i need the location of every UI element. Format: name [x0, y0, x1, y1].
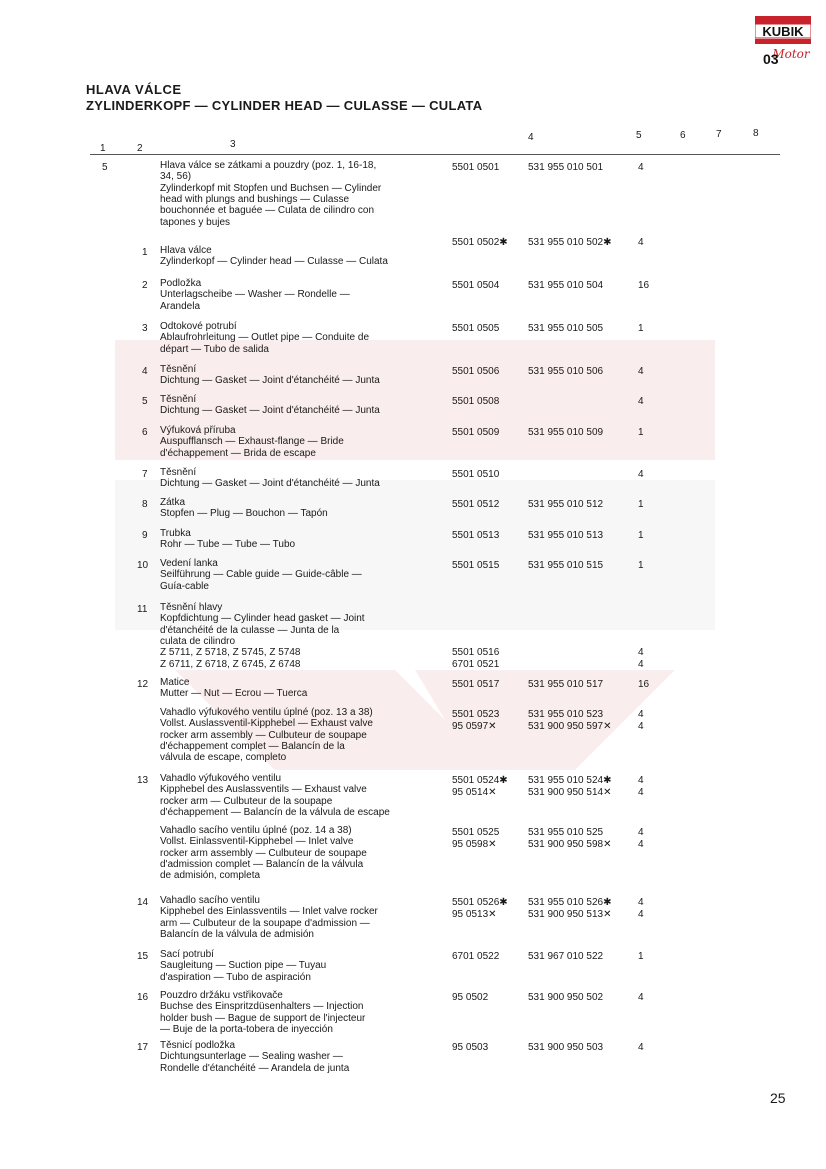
quantity: 16 — [638, 280, 650, 291]
description-line: départ — Tubo de salida — [160, 343, 269, 355]
quantity: 4 — [638, 647, 644, 659]
catalog-number: 531 900 950 514✕ — [528, 786, 612, 798]
position-number: 5 — [102, 162, 108, 173]
quantity: 4 — [638, 396, 644, 407]
quantity: 4 — [638, 908, 644, 920]
part-code: 95 0503 — [452, 1042, 489, 1053]
sub-position-number: 14 — [137, 897, 149, 908]
description-line: de admisión, completa — [160, 870, 261, 882]
description-line: Kopfdichtung — Cylinder head gasket — Joint — [160, 613, 365, 625]
sub-position-number: 10 — [137, 560, 149, 571]
quantity: 4 — [638, 709, 644, 720]
sub-position-number: 13 — [137, 775, 149, 786]
description-line: Podložka — [160, 278, 202, 289]
description-line: Těsnění — [160, 467, 197, 478]
part-code: 5501 0517 — [452, 679, 500, 690]
description-line: head with plungs and bushings — Culasse — [160, 193, 350, 205]
catalog-number: 531 955 010 515 — [528, 560, 604, 571]
part-code: 95 0597✕ — [452, 720, 497, 732]
catalog-number: 531 900 950 513✕ — [528, 908, 612, 920]
part-code: 5501 0523 — [452, 709, 500, 720]
sub-position-number: 11 — [137, 604, 148, 615]
description-line: rocker arm assembly — Culbuteur de soupape — [160, 729, 367, 741]
part-code: 6701 0522 — [452, 951, 500, 962]
description-line: Těsnění hlavy — [160, 602, 223, 613]
page-number: 25 — [770, 1090, 786, 1106]
sub-position-number: 9 — [142, 530, 148, 541]
catalog-number: 531 900 950 598✕ — [528, 838, 612, 850]
svg-text:KUBIK: KUBIK — [762, 24, 804, 39]
sub-position-number: 3 — [142, 323, 148, 334]
description-line: Matice — [160, 677, 190, 688]
col-header-1: 1 — [100, 143, 106, 154]
catalog-number: 531 955 010 509 — [528, 427, 604, 438]
description-line: Vahadlo výfukového ventilu — [160, 773, 282, 784]
description-line: — Buje de la porta-tobera de inyección — [160, 1023, 333, 1035]
quantity: 1 — [638, 560, 644, 571]
description-line: d'admission complet — Balancín de la válvula — [160, 858, 364, 870]
sub-position-number: 17 — [137, 1042, 149, 1053]
catalog-number: 531 955 010 512 — [528, 499, 604, 510]
catalog-number: 531 955 010 505 — [528, 323, 604, 334]
description-line: d'échappement — Brida de escape — [160, 447, 316, 459]
description-line: Balancín de la válvula de admisión — [160, 928, 314, 940]
description-line: Rohr — Tube — Tube — Tubo — [160, 539, 296, 551]
description-line: Vahadlo výfukového ventilu úplné (poz. 13 a 38) — [160, 707, 373, 718]
description-line: válvula de escape, completo — [160, 752, 287, 764]
description-line: Kipphebel des Einlassventils — Inlet valve rocker — [160, 906, 378, 918]
quantity: 1 — [638, 530, 644, 541]
description-line: Buchse des Einspritzdüsenhalters — Injection — [160, 1001, 364, 1013]
part-code: 95 0598✕ — [452, 838, 497, 850]
catalog-number: 531 900 950 503 — [528, 1042, 604, 1053]
col-header-2: 2 — [137, 143, 143, 154]
description-line: culata de cilindro — [160, 635, 236, 647]
description-line: d'aspiration — Tubo de aspiración — [160, 971, 311, 983]
part-code: 95 0502 — [452, 992, 489, 1003]
sub-position-number: 12 — [137, 679, 149, 690]
description-line: Saugleitung — Suction pipe — Tuyau — [160, 960, 327, 972]
description-line: Vollst. Einlassventil-Kipphebel — Inlet valve — [160, 836, 354, 848]
catalog-number: 531 955 010 502✱ — [528, 237, 612, 248]
description-line: Pouzdro držáku vstřikovače — [160, 990, 283, 1001]
description-line: Z 5711, Z 5718, Z 5745, Z 5748 — [160, 647, 301, 659]
description-line: Zylinderkopf — Cylinder head — Culasse — Culata — [160, 256, 388, 268]
quantity: 4 — [638, 827, 644, 838]
description-line: rocker arm assembly — Culbuteur de soupape — [160, 847, 367, 859]
part-code: 5501 0515 — [452, 560, 500, 571]
description-line: Stopfen — Plug — Bouchon — Tapón — [160, 508, 328, 520]
description-line: rocker arm — Culbuteur de la soupape — [160, 795, 333, 807]
catalog-number: 531 955 010 523 — [528, 709, 604, 720]
description-line: Ablaufrohrleitung — Outlet pipe — Conduite de — [160, 332, 370, 344]
quantity: 4 — [638, 658, 644, 670]
description-line: holder bush — Bague de support de l'injecteur — [160, 1012, 366, 1024]
sub-position-number: 7 — [142, 469, 148, 480]
description-line: Auspufflansch — Exhaust-flange — Bride — [160, 436, 344, 448]
part-code: 5501 0516 — [452, 647, 500, 659]
description-line: Arandela — [160, 300, 201, 312]
quantity: 16 — [638, 679, 650, 690]
quantity: 1 — [638, 323, 644, 334]
part-code: 95 0514✕ — [452, 786, 497, 798]
title-czech: HLAVA VÁLCE — [86, 82, 182, 97]
description-line: d'échappement complet — Balancín de la — [160, 740, 345, 752]
part-code: 5501 0513 — [452, 530, 500, 541]
part-code: 5501 0524✱ — [452, 775, 508, 786]
catalog-number: 531 955 010 526✱ — [528, 897, 612, 908]
description-line: Dichtung — Gasket — Joint d'étanchéité — Junta — [160, 375, 380, 387]
col-header-7: 7 — [716, 129, 722, 140]
sub-position-number: 4 — [142, 366, 148, 377]
col-header-3: 3 — [230, 139, 236, 150]
description-line: tapones y bujes — [160, 216, 231, 228]
quantity: 4 — [638, 469, 644, 480]
description-line: Vedení lanka — [160, 558, 218, 569]
description-line: Hlava válce — [160, 245, 212, 256]
description-line: Zylinderkopf mit Stopfen und Buchsen — Cylinder — [160, 182, 382, 194]
svg-text:03: 03 — [763, 51, 779, 67]
description-line: Guía-cable — [160, 580, 209, 592]
part-code: 5501 0502✱ — [452, 237, 508, 248]
quantity: 4 — [638, 786, 644, 798]
description-line: Výfuková příruba — [160, 425, 236, 436]
quantity: 4 — [638, 366, 644, 377]
quantity: 4 — [638, 237, 644, 248]
catalog-number: 531 955 010 501 — [528, 162, 604, 173]
quantity: 1 — [638, 951, 644, 962]
part-code: 5501 0508 — [452, 396, 500, 407]
part-code: 5501 0501 — [452, 162, 500, 173]
description-line: Hlava válce se zátkami a pouzdry (poz. 1, 16-18, — [160, 160, 377, 171]
catalog-number: 531 955 010 525 — [528, 827, 604, 838]
catalog-number: 531 955 010 524✱ — [528, 775, 612, 786]
description-line: Rondelle d'étanchéité — Arandela de junta — [160, 1062, 350, 1074]
col-header-6: 6 — [680, 130, 686, 141]
part-code: 5501 0505 — [452, 323, 500, 334]
description-line: d'étanchéité de la culasse — Junta de la — [160, 624, 340, 636]
description-line: Sací potrubí — [160, 949, 214, 960]
description-line: Těsnění — [160, 394, 197, 405]
quantity: 4 — [638, 1042, 644, 1053]
description-line: Mutter — Nut — Ecrou — Tuerca — [160, 688, 308, 700]
catalog-number: 531 955 010 504 — [528, 280, 604, 291]
part-code: 5501 0506 — [452, 366, 500, 377]
catalog-number: 531 955 010 506 — [528, 366, 604, 377]
quantity: 4 — [638, 720, 644, 732]
description-line: Z 6711, Z 6718, Z 6745, Z 6748 — [160, 658, 301, 670]
catalog-number: 531 900 950 502 — [528, 992, 604, 1003]
header-rule — [90, 154, 780, 155]
description-line: Kipphebel des Auslassventils — Exhaust valve — [160, 784, 367, 796]
quantity: 4 — [638, 838, 644, 850]
col-header-5: 5 — [636, 130, 642, 141]
part-code: 5501 0510 — [452, 469, 500, 480]
description-line: Trubka — [160, 528, 191, 539]
part-code: 95 0513✕ — [452, 908, 497, 920]
description-line: Zátka — [160, 497, 186, 508]
description-line: Dichtung — Gasket — Joint d'étanchéité — Junta — [160, 405, 380, 417]
col-header-8: 8 — [753, 128, 759, 139]
description-line: Těsnicí podložka — [160, 1040, 236, 1051]
catalog-number: 531 955 010 513 — [528, 530, 604, 541]
catalog-number: 531 955 010 517 — [528, 679, 604, 690]
description-line: Seilführung — Cable guide — Guide-câble — — [160, 569, 362, 581]
part-code: 5501 0504 — [452, 280, 500, 291]
sub-position-number: 5 — [142, 396, 148, 407]
quantity: 4 — [638, 992, 644, 1003]
part-code: 5501 0525 — [452, 827, 500, 838]
description-line: Unterlagscheibe — Washer — Rondelle — — [160, 289, 350, 301]
description-line: 34, 56) — [160, 171, 192, 183]
quantity: 4 — [638, 897, 644, 908]
svg-text:Motor: Motor — [772, 47, 810, 61]
catalog-number: 531 967 010 522 — [528, 951, 604, 962]
quantity: 4 — [638, 775, 644, 786]
catalog-number: 531 900 950 597✕ — [528, 720, 612, 732]
description-line: Vahadlo sacího ventilu — [160, 895, 260, 906]
description-line: arm — Culbuteur de la soupape d'admission — — [160, 917, 370, 929]
description-line: d'échappement — Balancín de la válvula de escape — [160, 806, 390, 818]
description-line: Dichtung — Gasket — Joint d'étanchéité — Junta — [160, 478, 380, 490]
description-line: bouchonnée et baguée — Culata de cilindro con — [160, 205, 375, 217]
sub-position-number: 1 — [142, 247, 148, 258]
description-line: Dichtungsunterlage — Sealing washer — — [160, 1051, 343, 1063]
description-line: Vahadlo sacího ventilu úplné (poz. 14 a 38) — [160, 825, 352, 836]
quantity: 1 — [638, 427, 644, 438]
part-code: 6701 0521 — [452, 658, 500, 670]
quantity: 4 — [638, 162, 644, 173]
description-line: Odtokové potrubí — [160, 321, 237, 332]
description-line: Vollst. Auslassventil-Kipphebel — Exhaust valve — [160, 718, 373, 730]
col-header-4: 4 — [528, 132, 534, 143]
sub-position-number: 15 — [137, 951, 149, 962]
sub-position-number: 6 — [142, 427, 148, 438]
part-code: 5501 0512 — [452, 499, 500, 510]
part-code: 5501 0526✱ — [452, 897, 508, 908]
sub-position-number: 8 — [142, 499, 148, 510]
kubik-motor-logo — [755, 14, 811, 73]
part-code: 5501 0509 — [452, 427, 500, 438]
sub-position-number: 16 — [137, 992, 149, 1003]
description-line: Těsnění — [160, 364, 197, 375]
sub-position-number: 2 — [142, 280, 148, 291]
quantity: 1 — [638, 499, 644, 510]
title-multilingual: ZYLINDERKOPF — CYLINDER HEAD — CULASSE — CULATA — [86, 98, 483, 113]
